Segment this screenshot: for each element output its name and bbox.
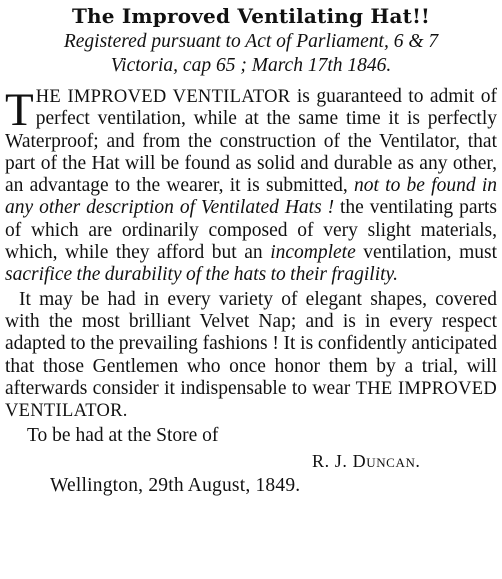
paragraph-1-text-c: ventilation, must (355, 242, 497, 264)
merchant-signature (5, 448, 497, 474)
paragraph-2-text: It may be had in every variety of elegant shapes, covered with the most brilliant Velvet Nap; and is in every respect adapted to the prevailing fashions ! It is confidently anticipated that those Gentlemen who once honor them by a trial, will afterwards consider it indispensable to wear (5, 288, 497, 399)
paragraph-2-caps: THE IMPROVED VENTILATOR. (5, 378, 497, 422)
paragraph-1-text-b: the ventilating parts of which are ordinarily composed of very slight materials, which, while they afford but an (5, 197, 497, 264)
paragraph-1-emphasis-3: sacrifice the durability of the hats to their fragility. (5, 264, 399, 286)
ad-title: The Improved Ventilating Hat!! (71, 4, 431, 28)
drop-cap: T (5, 84, 34, 136)
paragraph-1-text-a: is guaranteed to admit of perfect ventilation, while at the same time it is perfectly Waterproof; and from the construction of the Ventilator, that part of the Hat will be found as solid and durable as any other, an advantage to the wearer, it is submitted, (5, 86, 498, 197)
registration-line-1: Registered pursuant to Act of Parliament, 6 & 7 (63, 31, 439, 52)
paragraph-2 (5, 289, 497, 423)
paragraph-1-emphasis-1: not to be found in any other description of Ventilated Hats ! (5, 175, 497, 219)
paragraph-1 (5, 86, 497, 287)
dateline: Wellington, 29th August, 1849. (50, 475, 301, 497)
store-line: To be had at the Store of (27, 425, 219, 447)
merchant-name: R. J. Duncan. (312, 451, 421, 472)
lead-caps: HE IMPROVED VENTILATOR (35, 87, 291, 107)
registration-line-2: Victoria, cap 65 ; March 17th 1846. (110, 55, 392, 76)
paragraph-1-emphasis-2: incomplete (270, 242, 356, 264)
